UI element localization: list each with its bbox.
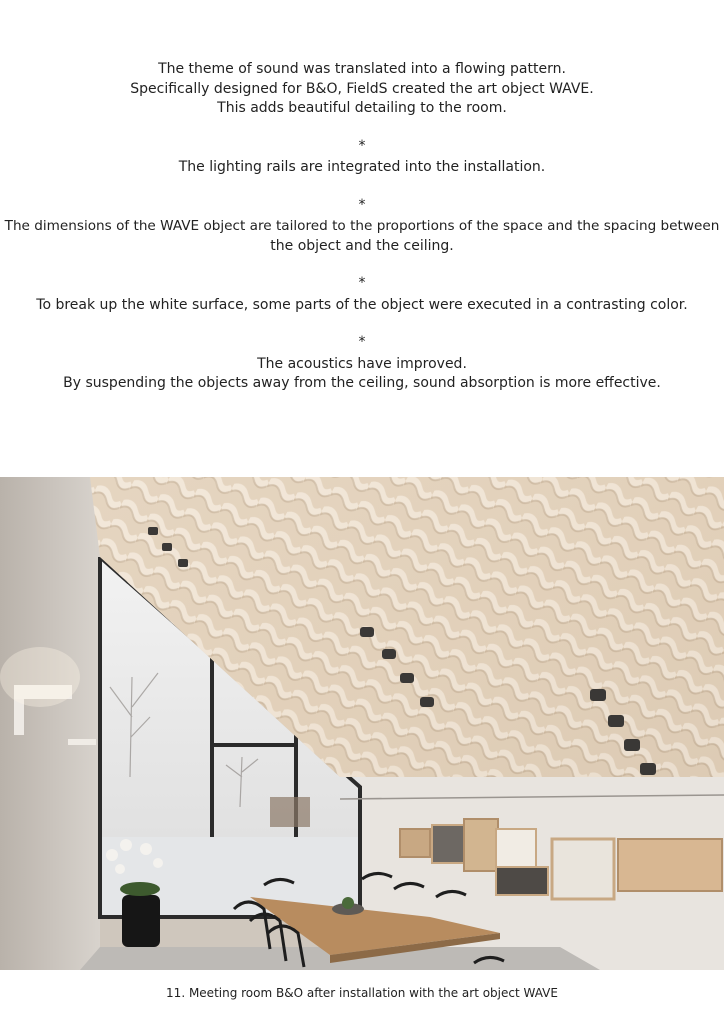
text-line: This adds beautiful detailing to the room. bbox=[217, 100, 507, 116]
paragraph-sound-theme bbox=[0, 60, 724, 119]
paragraph-contrast bbox=[0, 296, 724, 316]
text-line: Specifically designed for B&O, FieldS created the art object WAVE. bbox=[130, 80, 594, 97]
description-text bbox=[0, 60, 724, 394]
separator-asterisk: * bbox=[358, 334, 366, 350]
text-line: The dimensions of the WAVE object are tailored to the proportions of the space and the spacing between bbox=[4, 218, 720, 234]
plant-pot bbox=[122, 895, 160, 947]
text-line: By suspending the objects away from the ceiling, sound absorption is more effective. bbox=[63, 375, 661, 391]
meeting-room-illustration bbox=[0, 477, 724, 970]
text-line: The lighting rails are integrated into the installation. bbox=[178, 159, 546, 175]
photo-caption: 11. Meeting room B&O after installation with the art object WAVE bbox=[166, 986, 558, 1000]
separator-asterisk: * bbox=[358, 196, 366, 213]
text-line: The acoustics have improved. bbox=[257, 355, 467, 372]
paragraph-acoustics bbox=[0, 355, 724, 394]
wall-lamp bbox=[68, 739, 96, 745]
text-line: the object and the ceiling. bbox=[270, 237, 454, 254]
separator-asterisk: * bbox=[358, 137, 366, 154]
text-line: The theme of sound was translated into a flowing pattern. bbox=[158, 61, 566, 77]
text-line: To break up the white surface, some parts of the object were executed in a contrasting color. bbox=[36, 296, 688, 313]
paragraph-dimensions bbox=[0, 217, 724, 256]
paragraph-lighting bbox=[0, 158, 724, 178]
meeting-room-photo bbox=[0, 477, 724, 970]
separator-asterisk: * bbox=[358, 275, 366, 291]
